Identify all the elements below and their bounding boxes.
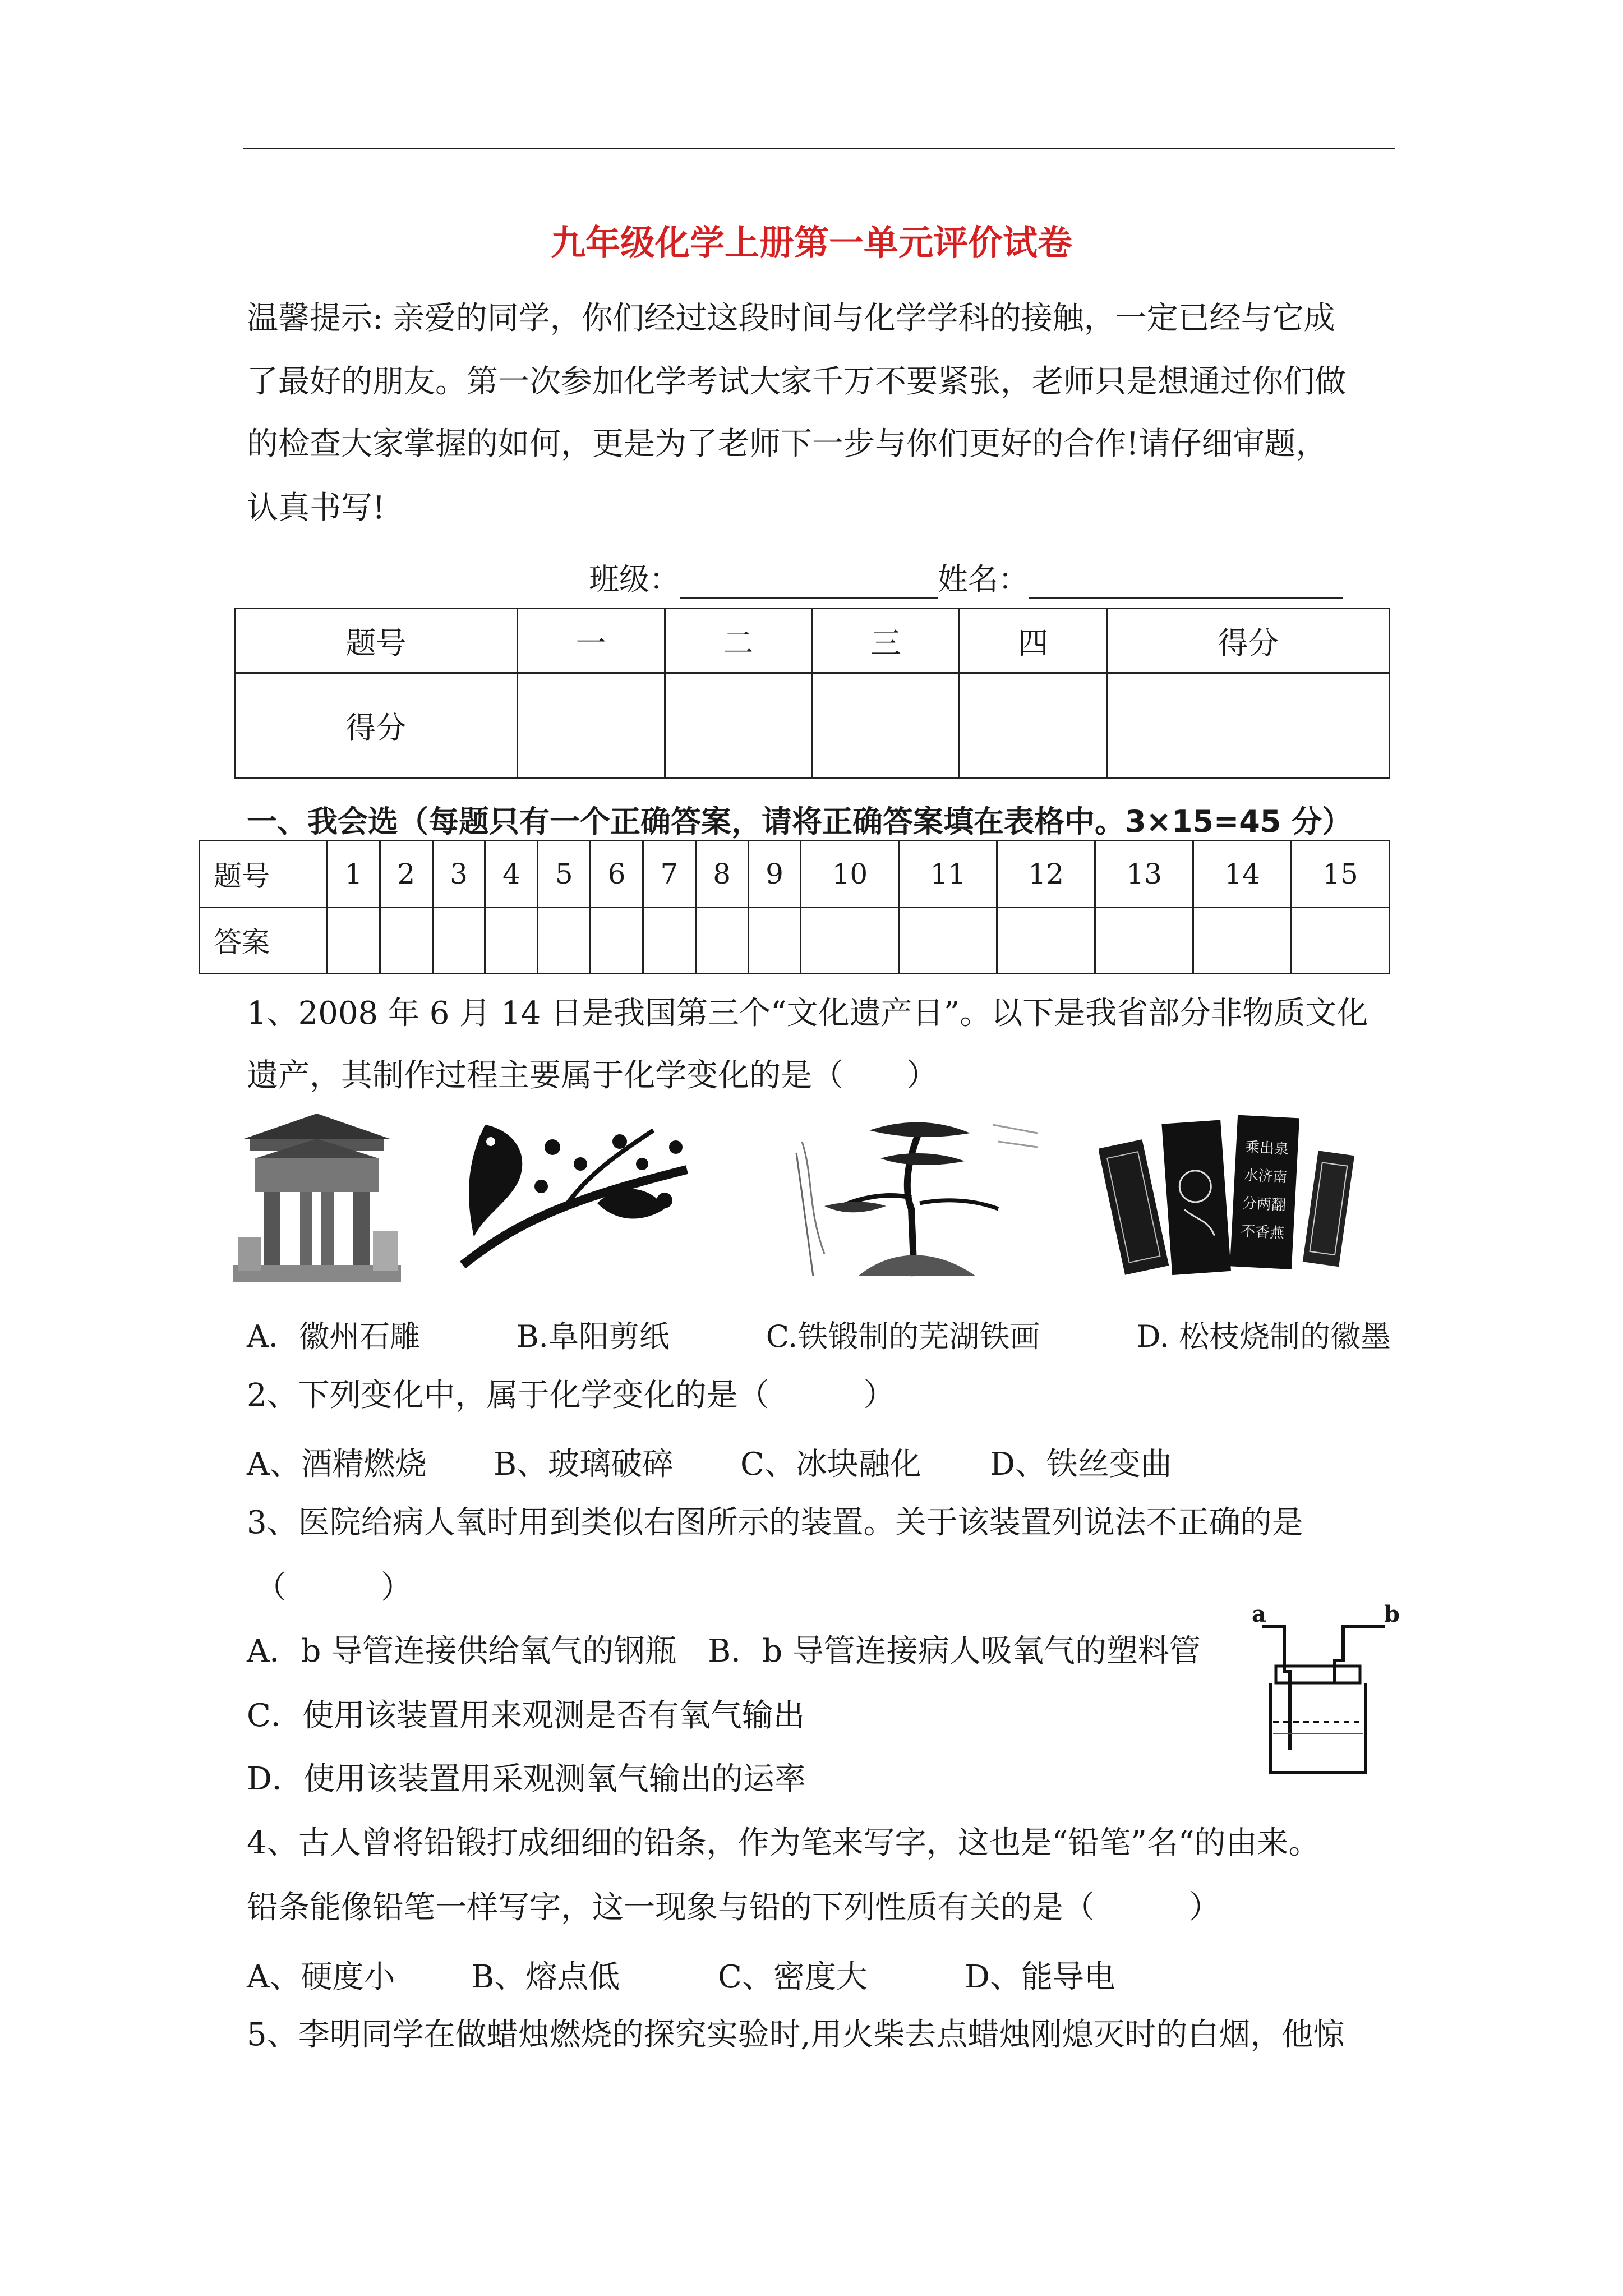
q4-option-a[interactable]: A、硬度小 [247, 1959, 395, 1995]
q4-option-b[interactable]: B、熔点低 [471, 1959, 620, 1995]
gas-washing-bottle-diagram [1245, 1601, 1402, 1778]
intro-line-2: 了最好的朋友。第一次参加化学考试大家千万不要紧张，老师只是想通过你们做 [247, 364, 1346, 400]
intro-line-1: 温馨提示: 亲爱的同学，你们经过这段时间与化学学科的接触，一定已经与它成 [247, 300, 1335, 337]
answer-number: 11 [899, 841, 997, 908]
score-header-cell: 四 [960, 609, 1107, 673]
name-label: 姓名： [938, 562, 1029, 597]
papercut-image [451, 1108, 698, 1282]
q1-option-c[interactable]: C.铁锻制的芜湖铁画 [766, 1319, 1040, 1354]
answer-cell[interactable] [801, 907, 899, 974]
answer-cell[interactable] [1095, 907, 1193, 974]
answer-number: 13 [1095, 841, 1193, 908]
class-name-line [589, 555, 1343, 599]
name-blank[interactable] [1029, 568, 1343, 599]
q3-option-d[interactable]: D．使用该装置用采观测氧气输出的运率 [247, 1761, 806, 1797]
intro-line-3: 的检查大家掌握的如何，更是为了老师下一步与你们更好的合作!请仔细审题， [247, 426, 1327, 462]
q2-option-b[interactable]: B、玻璃破碎 [494, 1446, 674, 1483]
answer-cell[interactable] [432, 907, 485, 974]
answer-cell[interactable] [328, 907, 380, 974]
answer-number: 3 [432, 841, 485, 908]
q3-option-c[interactable]: C．使用该装置用来观测是否有氧气输出 [247, 1697, 805, 1734]
q3-option-ab[interactable]: A．b 导管连接供给氧气的钢瓶 B．b 导管连接病人吸氧气的塑料管 [247, 1633, 1201, 1669]
answer-cell[interactable] [591, 907, 643, 974]
q3-line-2: （ ） [255, 1570, 412, 1606]
intro-line-4: 认真书写! [247, 490, 385, 526]
ironpainting-image [791, 1108, 1043, 1282]
answer-number: 12 [997, 841, 1095, 908]
archway-image [233, 1108, 401, 1282]
score-header-cell: 一 [517, 609, 665, 673]
score-cell[interactable] [1107, 673, 1390, 778]
answer-cell[interactable] [380, 907, 432, 974]
score-cell[interactable] [517, 673, 665, 778]
q1-option-d[interactable]: D. 松枝烧制的徽墨 [1136, 1319, 1391, 1354]
answer-cell[interactable] [1291, 907, 1389, 974]
answer-number: 5 [538, 841, 591, 908]
answer-cell[interactable] [485, 907, 538, 974]
svg-text:分两翻: 分两翻 [1242, 1195, 1287, 1214]
score-cell[interactable] [960, 673, 1107, 778]
class-blank[interactable] [680, 568, 938, 599]
label-b: b [1384, 1601, 1400, 1627]
page-title: 九年级化学上册第一单元评价试卷 [550, 222, 1072, 263]
answer-number: 9 [748, 841, 801, 908]
score-header-cell: 得分 [1107, 609, 1390, 673]
answer-number: 14 [1193, 841, 1292, 908]
answer-number: 8 [695, 841, 748, 908]
answer-number: 10 [801, 841, 899, 908]
q2-stem: 2、下列变化中，属于化学变化的是（ ） [247, 1377, 895, 1414]
q2-option-c[interactable]: C、冰块融化 [740, 1446, 921, 1483]
section-1-heading: 一、我会选（每题只有一个正确答案，请将正确答案填在表格中。3×15=45 分） [247, 804, 1353, 839]
answer-number: 4 [485, 841, 538, 908]
q2-option-d[interactable]: D、铁丝变曲 [990, 1446, 1172, 1483]
answer-number: 7 [643, 841, 695, 908]
answer-table [199, 840, 1390, 974]
q1-option-a[interactable]: A．徽州石雕 [247, 1319, 420, 1354]
answer-cell[interactable] [997, 907, 1095, 974]
class-label: 班级： [589, 562, 680, 597]
answer-cell[interactable] [538, 907, 591, 974]
score-header-cell: 题号 [235, 609, 518, 673]
q1-line-2: 遗产，其制作过程主要属于化学变化的是（ ） [247, 1057, 938, 1094]
q4-options [247, 1952, 1115, 1997]
q5-line-1: 5、李明同学在做蜡烛燃烧的探究实验时,用火柴去点蜡烛刚熄灭时的白烟，他惊 [247, 2017, 1345, 2053]
svg-text:水济南: 水济南 [1243, 1167, 1288, 1186]
answer-number: 6 [591, 841, 643, 908]
score-header-cell: 三 [812, 609, 960, 673]
answer-cell[interactable] [1193, 907, 1292, 974]
q1-line-1: 1、2008 年 6 月 14 日是我国第三个“文化遗产日”。以下是我省部分非物质文化 [247, 995, 1368, 1032]
answer-table-header: 题号 [200, 841, 328, 908]
q4-line-2: 铅条能像铅笔一样写字，这一现象与铅的下列性质有关的是（ ） [247, 1889, 1220, 1926]
answer-cell[interactable] [643, 907, 695, 974]
answer-number: 15 [1291, 841, 1389, 908]
answer-row-label: 答案 [200, 907, 328, 974]
header-rule [243, 148, 1395, 149]
svg-text:不香燕: 不香燕 [1240, 1223, 1285, 1243]
answer-number: 1 [328, 841, 380, 908]
answer-cell[interactable] [899, 907, 997, 974]
q4-option-d[interactable]: D、能导电 [965, 1959, 1115, 1995]
q2-options [247, 1439, 1172, 1484]
q1-options [247, 1313, 1391, 1356]
score-row-label: 得分 [235, 673, 518, 778]
q3-line-1: 3、医院给病人氧时用到类似右图所示的装置。关于该装置列说法不正确的是 [247, 1504, 1303, 1541]
label-a: a [1252, 1601, 1266, 1627]
q4-option-c[interactable]: C、密度大 [718, 1959, 868, 1995]
score-cell[interactable] [665, 673, 812, 778]
q4-line-1: 4、古人曾将铅锻打成细细的铅条，作为笔来写字，这也是“铅笔”名“的由来。 [247, 1825, 1320, 1861]
score-cell[interactable] [812, 673, 960, 778]
answer-cell[interactable] [748, 907, 801, 974]
inkstick-image [1099, 1108, 1357, 1282]
answer-cell[interactable] [695, 907, 748, 974]
score-header-cell: 二 [665, 609, 812, 673]
q1-option-b[interactable]: B.阜阳剪纸 [516, 1319, 670, 1354]
q2-option-a[interactable]: A、酒精燃烧 [247, 1446, 427, 1483]
answer-number: 2 [380, 841, 432, 908]
score-table [234, 608, 1390, 779]
svg-text:乘出泉: 乘出泉 [1244, 1139, 1289, 1158]
